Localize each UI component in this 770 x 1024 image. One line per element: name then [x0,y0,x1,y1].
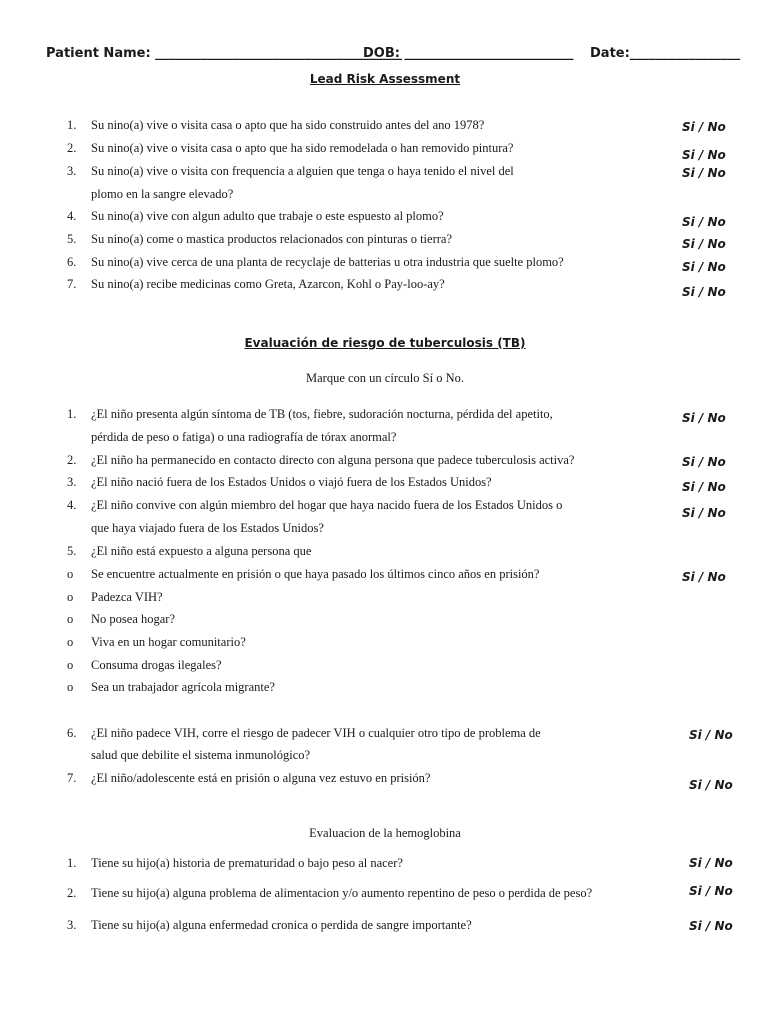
tb-q3-text: ¿El niño nació fuera de los Estados Unidos o viajó fuera de los Estados Unidos? [91,475,492,489]
tb-q1-answer[interactable]: Si / No [682,411,726,425]
tb-q7-answer[interactable]: Si / No [689,778,733,792]
lead-q3-text-line1: Su nino(a) vive o visita con frequencia a alguien que tenga o haya tenido el nivel del [91,164,514,178]
tb-q5-number: 5. [67,544,77,558]
tb-q5-sub6-bullet: o [67,680,74,694]
hemo-q1-number: 1. [67,856,77,870]
tb-q5-sub5-bullet: o [67,658,74,672]
tb-q5-sub6-text: Sea un trabajador agrícola migrante? [91,680,275,694]
tb-q3-number: 3. [67,475,77,489]
hemo-q1-answer[interactable]: Si / No [689,856,733,870]
tb-q4-number: 4. [67,498,77,512]
lead-q4-text: Su nino(a) vive con algun adulto que trabaje o este espuesto al plomo? [91,209,444,223]
patient-name-field[interactable]: Patient Name: ______________________________________ [46,46,403,61]
tb-q5-sub5-text: Consuma drogas ilegales? [91,658,222,672]
lead-q2-number: 2. [67,141,77,155]
hemo-q3-answer[interactable]: Si / No [689,919,733,933]
lead-q6-answer[interactable]: Si / No [682,260,726,274]
tb-q5-sub4-text: Viva en un hogar comunitario? [91,635,246,649]
tb-q1-number: 1. [67,407,77,421]
lead-q7-text: Su nino(a) recibe medicinas como Greta, Azarcon, Kohl o Pay-loo-ay? [91,277,445,291]
lead-q6-number: 6. [67,255,77,269]
lead-q3-number: 3. [67,164,77,178]
tb-q2-answer[interactable]: Si / No [682,455,726,469]
lead-section-title: Lead Risk Assessment [309,72,461,86]
date-field[interactable]: Date:_________________ [590,46,741,61]
dob-field[interactable]: DOB: __________________________ [363,46,574,61]
tb-q4-answer[interactable]: Si / No [682,506,726,520]
lead-q1-text: Su nino(a) vive o visita casa o apto que ha sido construido antes del ano 1978? [91,118,485,132]
tb-q6-text-line1: ¿El niño padece VIH, corre el riesgo de padecer VIH o cualquier otro tipo de problema de [91,726,541,740]
tb-q5-text: ¿El niño está expuesto a alguna persona que [91,544,312,558]
tb-q5-sub3-text: No posea hogar? [91,612,175,626]
lead-q3-answer[interactable]: Si / No [682,166,726,180]
lead-q5-number: 5. [67,232,77,246]
lead-q2-answer[interactable]: Si / No [682,148,726,162]
lead-q5-answer[interactable]: Si / No [682,237,726,251]
lead-q4-number: 4. [67,209,77,223]
tb-q2-text: ¿El niño ha permanecido en contacto directo con alguna persona que padece tuberculosis activa? [91,453,575,467]
hemo-q2-answer[interactable]: Si / No [689,884,733,898]
tb-q5-answer[interactable]: Si / No [682,570,726,584]
hemo-q2-number: 2. [67,886,77,900]
tb-q1-text-line1: ¿El niño presenta algún síntoma de TB (tos, fiebre, sudoración nocturna, pérdida del apetito, [91,407,553,421]
tb-q7-number: 7. [67,771,77,785]
hemo-section-title: Evaluacion de la hemoglobina [309,826,461,840]
hemo-q1-text: Tiene su hijo(a) historia de prematuridad o bajo peso al nacer? [91,856,403,870]
tb-q4-text-line1: ¿El niño convive con algún miembro del hogar que haya nacido fuera de los Estados Unidos o [91,498,563,512]
tb-q7-text: ¿El niño/adolescente está en prisión o alguna vez estuvo en prisión? [91,771,431,785]
lead-q7-answer[interactable]: Si / No [682,285,726,299]
tb-q6-answer[interactable]: Si / No [689,728,733,742]
tb-q4-text-line2: que haya viajado fuera de los Estados Unidos? [91,521,324,535]
hemo-q3-number: 3. [67,918,77,932]
tb-q5-sub3-bullet: o [67,612,74,626]
lead-q7-number: 7. [67,277,77,291]
tb-q2-number: 2. [67,453,77,467]
tb-instruction: Marque con un círculo Sí o No. [306,371,464,385]
tb-q5-sub1-text: Se encuentre actualmente en prisión o que haya pasado los últimos cinco años en prisión? [91,567,540,581]
lead-q3-text-line2: plomo en la sangre elevado? [91,187,234,201]
lead-q5-text: Su nino(a) come o mastica productos relacionados con pinturas o tierra? [91,232,452,246]
tb-section-title: Evaluación de riesgo de tuberculosis (TB) [244,336,526,350]
tb-q6-number: 6. [67,726,77,740]
lead-q2-text: Su nino(a) vive o visita casa o apto que ha sido remodelada o han removido pintura? [91,141,514,155]
lead-q1-answer[interactable]: Si / No [682,120,726,134]
tb-q1-text-line2: pérdida de peso o fatiga) o una radiografía de tórax anormal? [91,430,397,444]
tb-q5-sub1-bullet: o [67,567,74,581]
tb-q3-answer[interactable]: Si / No [682,480,726,494]
hemo-q3-text: Tiene su hijo(a) alguna enfermedad cronica o perdida de sangre importante? [91,918,472,932]
tb-q5-sub4-bullet: o [67,635,74,649]
tb-q6-text-line2: salud que debilite el sistema inmunológico? [91,748,311,762]
lead-q4-answer[interactable]: Si / No [682,215,726,229]
lead-q6-text: Su nino(a) vive cerca de una planta de recyclaje de batterias u otra industria que suelte plomo? [91,255,564,269]
hemo-q2-text: Tiene su hijo(a) alguna problema de alimentacion y/o aumento repentino de peso o perdida de peso? [91,886,593,900]
tb-q5-sub2-bullet: o [67,590,74,604]
lead-q1-number: 1. [67,118,77,132]
tb-q5-sub2-text: Padezca VIH? [91,590,163,604]
